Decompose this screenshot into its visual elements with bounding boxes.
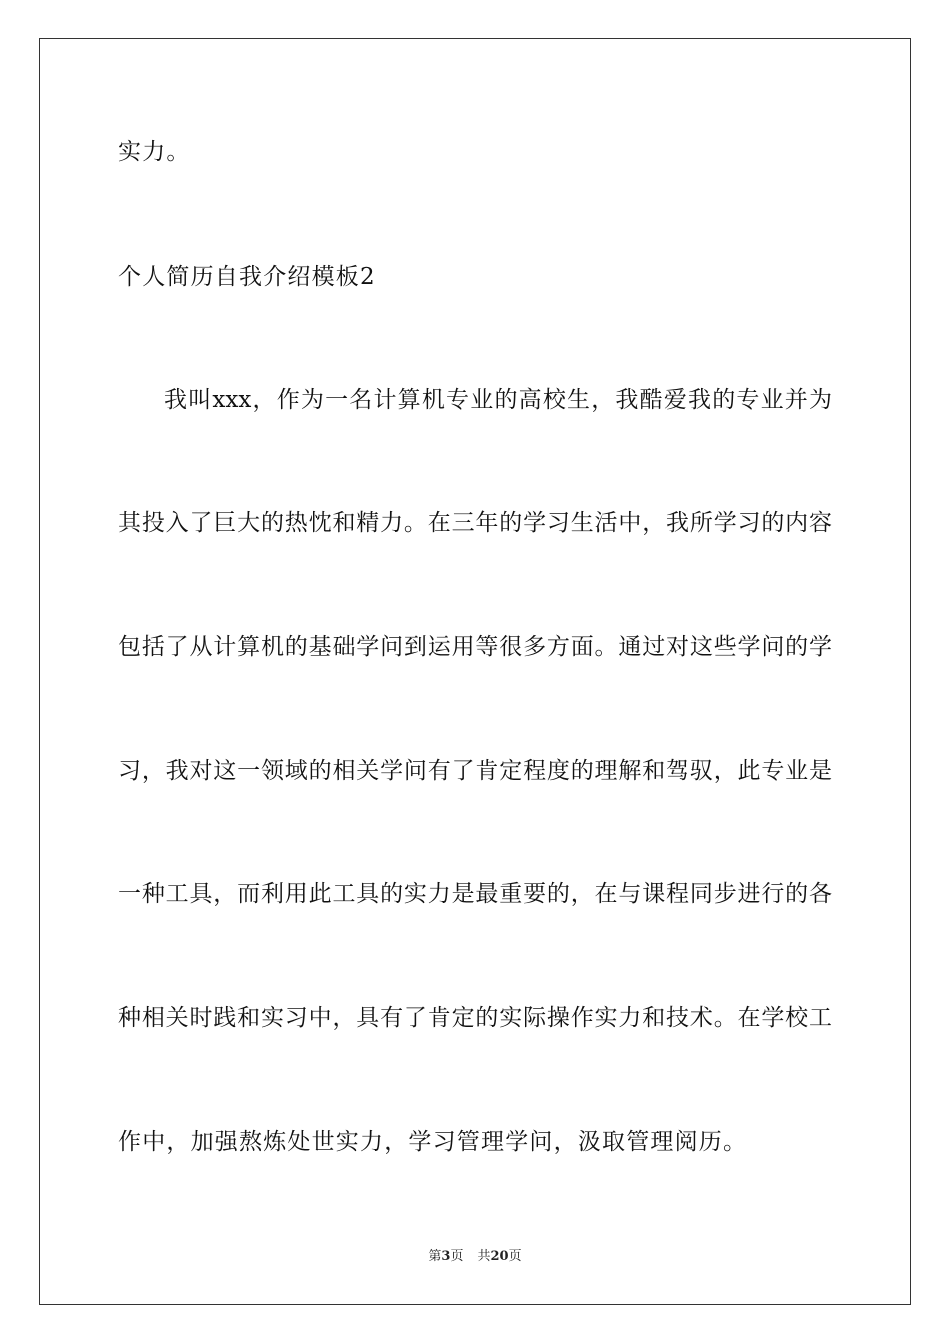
- page-number: 3: [441, 1249, 451, 1264]
- total-pages: 20: [490, 1249, 509, 1264]
- paragraph-line-7: 作中，加强熬炼处世实力，学习管理学问，汲取管理阅历。: [118, 1129, 748, 1155]
- paragraph-line-5: 一种工具，而利用此工具的实力是最重要的，在与课程同步进行的各: [118, 881, 832, 907]
- page-footer: [0, 1248, 950, 1266]
- section-heading: 个人简历自我介绍模板2: [118, 264, 376, 290]
- paragraph-line-6: 种相关时践和实习中，具有了肯定的实际操作实力和技术。在学校工: [118, 1005, 832, 1031]
- paragraph-line-1: 我叫xxx，作为一名计算机专业的高校生，我酷爱我的专业并为: [164, 387, 832, 413]
- total-prefix: 共: [477, 1249, 491, 1264]
- page-border: [39, 38, 911, 1305]
- page-suffix: 页: [450, 1249, 464, 1264]
- paragraph-line-3: 包括了从计算机的基础学问到运用等很多方面。通过对这些学问的学: [118, 634, 832, 660]
- total-suffix: 页: [508, 1249, 522, 1264]
- paragraph-line-4: 习，我对这一领域的相关学问有了肯定程度的理解和驾驭，此专业是: [118, 758, 832, 784]
- paragraph-line-2: 其投入了巨大的热忱和精力。在三年的学习生活中，我所学习的内容: [118, 510, 832, 536]
- page-prefix: 第: [428, 1249, 442, 1264]
- text-line-continuation: 实力。: [118, 139, 191, 165]
